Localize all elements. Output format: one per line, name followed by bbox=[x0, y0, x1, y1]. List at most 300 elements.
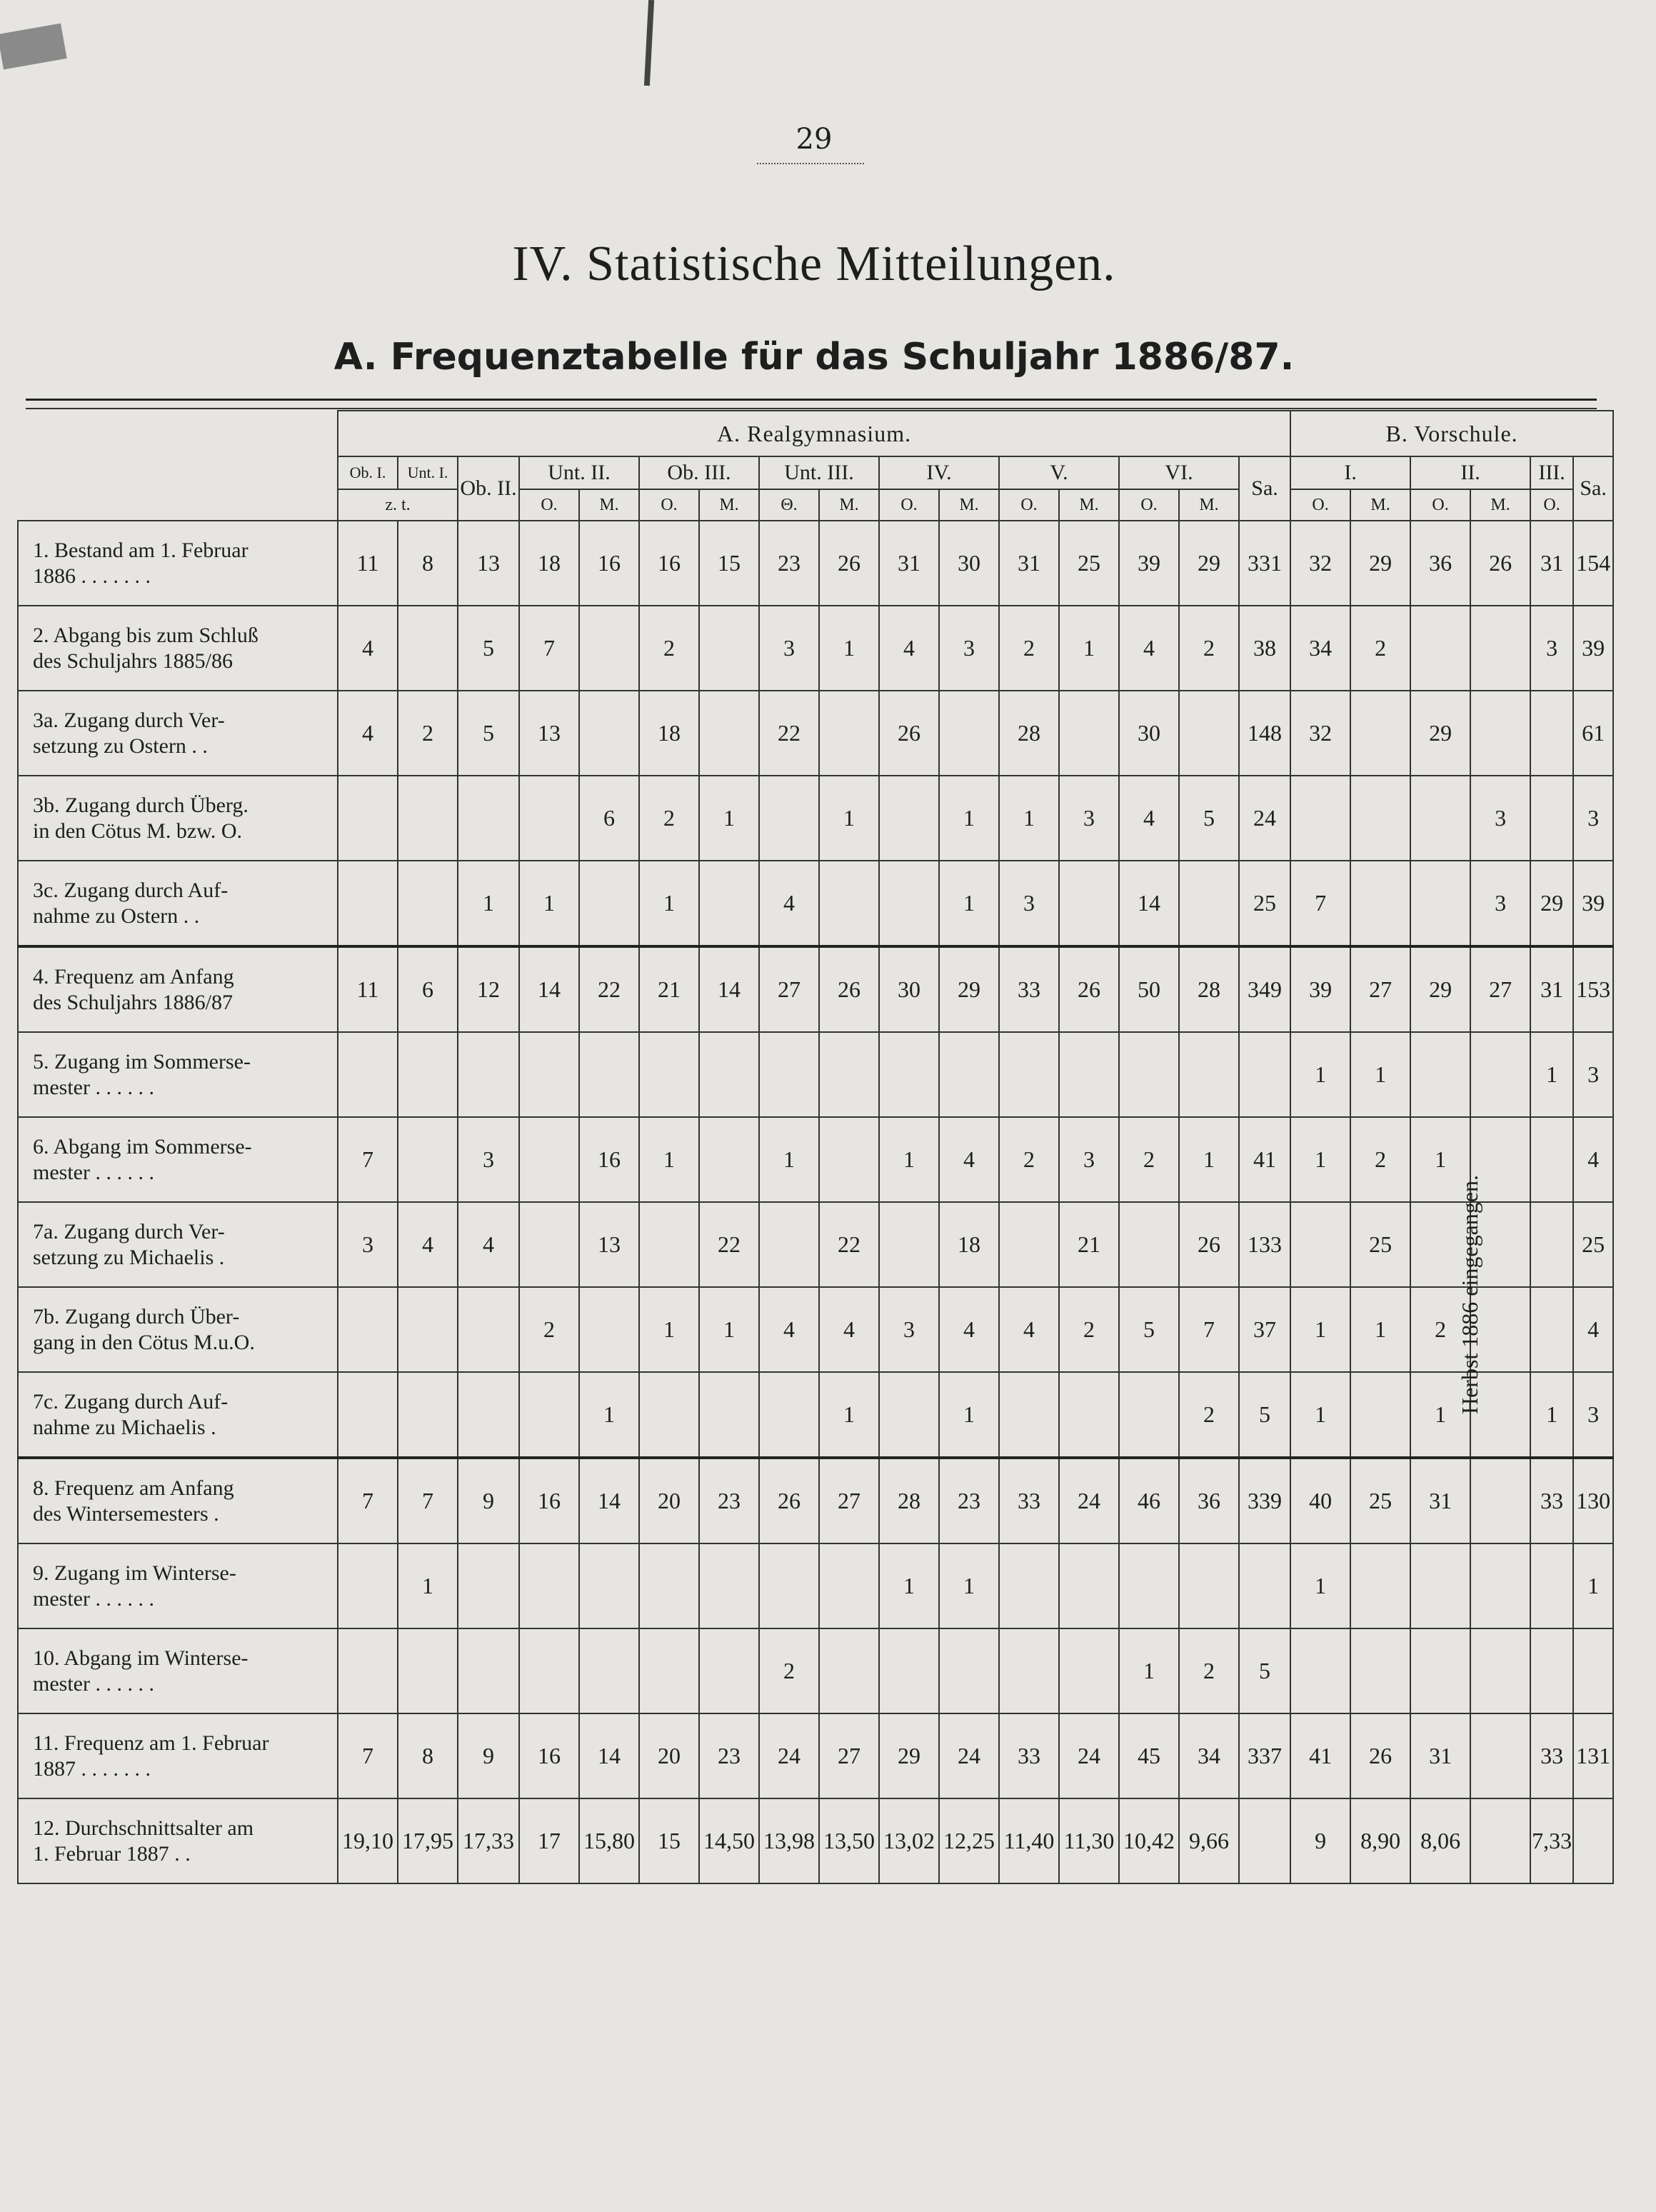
table-cell: 27 bbox=[819, 1458, 879, 1543]
table-cell bbox=[879, 1372, 939, 1458]
table-cell bbox=[579, 1287, 639, 1372]
row-label bbox=[18, 691, 338, 776]
table-cell: 30 bbox=[939, 521, 999, 606]
table-cell: 7 bbox=[398, 1458, 458, 1543]
table-cell: 38 bbox=[1239, 606, 1290, 691]
table-cell bbox=[519, 1372, 579, 1458]
table-cell: 2 bbox=[1410, 1287, 1470, 1372]
row-label-line-1: 8. Frequenz am Anfang bbox=[33, 1476, 234, 1500]
row-label bbox=[18, 1798, 338, 1883]
table-cell: 1 bbox=[1119, 1628, 1179, 1713]
table-cell: 1 bbox=[398, 1543, 458, 1628]
table-cell: 4 bbox=[458, 1202, 519, 1287]
table-cell: 7 bbox=[338, 1713, 398, 1798]
table-cell: 31 bbox=[1530, 946, 1573, 1032]
table-cell: 4 bbox=[939, 1287, 999, 1372]
table-cell: 12,25 bbox=[939, 1798, 999, 1883]
table-cell: 19,10 bbox=[338, 1798, 398, 1883]
table-cell: 9 bbox=[1290, 1798, 1350, 1883]
table-cell bbox=[458, 776, 519, 861]
class-vi: VI. bbox=[1119, 456, 1239, 489]
table-cell bbox=[519, 1032, 579, 1117]
table-cell: 1 bbox=[1350, 1032, 1410, 1117]
page-number: 29 bbox=[796, 123, 833, 156]
table-cell bbox=[1530, 776, 1573, 861]
table-cell: 7 bbox=[338, 1117, 398, 1202]
table-cell: 32 bbox=[1290, 691, 1350, 776]
table-cell: 1 bbox=[1290, 1117, 1350, 1202]
table-cell: 13,50 bbox=[819, 1798, 879, 1883]
sub-m: M. bbox=[579, 489, 639, 521]
table-cell: 3 bbox=[999, 861, 1059, 946]
table-cell: 3 bbox=[338, 1202, 398, 1287]
table-cell: 5 bbox=[458, 691, 519, 776]
table-cell bbox=[1179, 861, 1239, 946]
table-cell: 16 bbox=[519, 1713, 579, 1798]
class-ob-iii: Ob. III. bbox=[639, 456, 759, 489]
table-cell: 39 bbox=[1290, 946, 1350, 1032]
table-cell: 15 bbox=[699, 521, 759, 606]
table-cell: 29 bbox=[1179, 521, 1239, 606]
table-cell: 1 bbox=[1573, 1543, 1613, 1628]
table-row bbox=[18, 1117, 1613, 1202]
table-cell bbox=[1239, 1543, 1290, 1628]
row-label-header bbox=[18, 411, 338, 521]
table-cell bbox=[1410, 606, 1470, 691]
row-label-line-1: 10. Abgang im Winterse- bbox=[33, 1646, 249, 1670]
table-cell: 21 bbox=[1059, 1202, 1119, 1287]
table-row bbox=[18, 1202, 1613, 1287]
table-cell: 1 bbox=[579, 1372, 639, 1458]
row-label-line-2: 1886 . . . . . . . bbox=[33, 564, 151, 588]
table-cell bbox=[338, 861, 398, 946]
table-cell: 9 bbox=[458, 1458, 519, 1543]
table-cell: 7 bbox=[1290, 861, 1350, 946]
table-cell bbox=[999, 1543, 1059, 1628]
table-cell: 4 bbox=[759, 1287, 819, 1372]
table-cell bbox=[1290, 1628, 1350, 1713]
table-cell: 28 bbox=[1179, 946, 1239, 1032]
table-cell: 8,90 bbox=[1350, 1798, 1410, 1883]
sub-m: M. bbox=[1059, 489, 1119, 521]
table-cell: 3 bbox=[1470, 861, 1530, 946]
table-cell: 2 bbox=[1179, 606, 1239, 691]
table-cell: 6 bbox=[398, 946, 458, 1032]
table-cell: 11 bbox=[338, 521, 398, 606]
table-cell: 17 bbox=[519, 1798, 579, 1883]
table-cell: 25 bbox=[1059, 521, 1119, 606]
table-body bbox=[18, 411, 1613, 521]
row-label-line-2: mester . . . . . . bbox=[33, 1075, 154, 1099]
table-cell bbox=[519, 1628, 579, 1713]
table-cell: 33 bbox=[999, 946, 1059, 1032]
table-cell: 10,42 bbox=[1119, 1798, 1179, 1883]
table-cell: 1 bbox=[1059, 606, 1119, 691]
sub-zt: z. t. bbox=[338, 489, 458, 521]
table-cell bbox=[939, 1032, 999, 1117]
table-row bbox=[18, 946, 1613, 1032]
table-cell: 9 bbox=[458, 1713, 519, 1798]
table-cell: 3 bbox=[1573, 776, 1613, 861]
table-cell: 1 bbox=[879, 1543, 939, 1628]
table-cell: 4 bbox=[398, 1202, 458, 1287]
table-cell: 22 bbox=[579, 946, 639, 1032]
table-cell: 14 bbox=[579, 1713, 639, 1798]
table-cell: 3 bbox=[1530, 606, 1573, 691]
table-cell: 1 bbox=[458, 861, 519, 946]
row-label-line-2: 1. Februar 1887 . . bbox=[33, 1841, 191, 1866]
table-cell bbox=[519, 1543, 579, 1628]
row-label-line-1: 2. Abgang bis zum Schluß bbox=[33, 623, 259, 647]
table-cell bbox=[1530, 1628, 1573, 1713]
table-cell: 130 bbox=[1573, 1458, 1613, 1543]
table-cell bbox=[639, 1032, 699, 1117]
table-cell: 337 bbox=[1239, 1713, 1290, 1798]
row-label bbox=[18, 1713, 338, 1798]
table-cell bbox=[1119, 1032, 1179, 1117]
table-cell bbox=[879, 1202, 939, 1287]
table-cell bbox=[579, 861, 639, 946]
table-cell bbox=[338, 776, 398, 861]
table-cell: 27 bbox=[1350, 946, 1410, 1032]
table-cell: 20 bbox=[639, 1713, 699, 1798]
table-cell: 3 bbox=[1059, 776, 1119, 861]
table-cell: 31 bbox=[999, 521, 1059, 606]
table-cell bbox=[1290, 776, 1350, 861]
table-cell: 29 bbox=[1530, 861, 1573, 946]
table-cell: 1 bbox=[819, 1372, 879, 1458]
table-cell: 39 bbox=[1573, 606, 1613, 691]
table-cell bbox=[999, 1032, 1059, 1117]
table-cell: 13 bbox=[579, 1202, 639, 1287]
table-cell: 46 bbox=[1119, 1458, 1179, 1543]
table-cell: 4 bbox=[338, 606, 398, 691]
table-cell: 1 bbox=[639, 1117, 699, 1202]
table-cell: 1 bbox=[999, 776, 1059, 861]
table-cell: 1 bbox=[879, 1117, 939, 1202]
table-cell: 16 bbox=[579, 1117, 639, 1202]
page-corner-fold bbox=[0, 24, 67, 70]
table-cell: 33 bbox=[999, 1458, 1059, 1543]
table-cell: 2 bbox=[1119, 1117, 1179, 1202]
class-sum: Sa. bbox=[1239, 456, 1290, 521]
table-cell bbox=[759, 1543, 819, 1628]
table-cell: 3 bbox=[1059, 1117, 1119, 1202]
table-row bbox=[18, 1458, 1613, 1543]
table-cell: 1 bbox=[519, 861, 579, 946]
class-unt-iii: Unt. III. bbox=[759, 456, 879, 489]
table-cell: 7 bbox=[519, 606, 579, 691]
table-cell bbox=[1470, 606, 1530, 691]
table-cell bbox=[458, 1372, 519, 1458]
table-cell bbox=[999, 1202, 1059, 1287]
table-cell: 39 bbox=[1119, 521, 1179, 606]
table-cell: 26 bbox=[819, 946, 879, 1032]
table-cell bbox=[1530, 1543, 1573, 1628]
table-cell bbox=[1179, 1032, 1239, 1117]
table-cell bbox=[398, 776, 458, 861]
table-cell: 22 bbox=[759, 691, 819, 776]
table-cell: 1 bbox=[939, 1543, 999, 1628]
row-label-line-1: 9. Zugang im Winterse- bbox=[33, 1561, 236, 1585]
table-cell: 12 bbox=[458, 946, 519, 1032]
table-cell: 33 bbox=[999, 1713, 1059, 1798]
row-label-line-2: in den Cötus M. bzw. O. bbox=[33, 819, 243, 843]
table-row bbox=[18, 1287, 1613, 1372]
table-cell bbox=[879, 1032, 939, 1117]
row-label bbox=[18, 1117, 338, 1202]
table-cell bbox=[699, 606, 759, 691]
table-cell: 26 bbox=[1350, 1713, 1410, 1798]
table-cell bbox=[639, 1543, 699, 1628]
sub-o: O. bbox=[879, 489, 939, 521]
table-cell: 1 bbox=[819, 776, 879, 861]
table-cell: 15,80 bbox=[579, 1798, 639, 1883]
sub-o: O. bbox=[519, 489, 579, 521]
group-header-row bbox=[18, 411, 1613, 456]
table-cell: 18 bbox=[519, 521, 579, 606]
table-cell: 2 bbox=[1059, 1287, 1119, 1372]
table-cell bbox=[699, 1628, 759, 1713]
row-label-line-1: 5. Zugang im Sommerse- bbox=[33, 1049, 251, 1074]
row-label bbox=[18, 946, 338, 1032]
table-cell: 1 bbox=[1290, 1287, 1350, 1372]
table-cell: 1 bbox=[1290, 1032, 1350, 1117]
table-cell: 2 bbox=[1350, 1117, 1410, 1202]
table-cell: 16 bbox=[639, 521, 699, 606]
table-cell: 16 bbox=[519, 1458, 579, 1543]
table-cell bbox=[819, 691, 879, 776]
table-cell: 11,30 bbox=[1059, 1798, 1119, 1883]
table-cell bbox=[1290, 1202, 1350, 1287]
table-cell bbox=[1470, 1713, 1530, 1798]
sub-o: O. bbox=[1119, 489, 1179, 521]
table-cell bbox=[699, 861, 759, 946]
table-cell: 27 bbox=[819, 1713, 879, 1798]
table-cell bbox=[1059, 1628, 1119, 1713]
row-label-line-1: 7b. Zugang durch Über- bbox=[33, 1304, 240, 1328]
table-row bbox=[18, 1372, 1613, 1458]
table-cell: 32 bbox=[1290, 521, 1350, 606]
table-cell bbox=[1530, 1202, 1573, 1287]
sub-m: M. bbox=[1470, 489, 1530, 521]
table-cell: 33 bbox=[1530, 1458, 1573, 1543]
sub-m: M. bbox=[939, 489, 999, 521]
table-cell: 30 bbox=[879, 946, 939, 1032]
page-number-rule bbox=[757, 163, 864, 164]
table-cell: 4 bbox=[759, 861, 819, 946]
row-label bbox=[18, 521, 338, 606]
table-cell: 5 bbox=[1119, 1287, 1179, 1372]
table-cell: 4 bbox=[879, 606, 939, 691]
table-cell: 29 bbox=[939, 946, 999, 1032]
table-cell: 14 bbox=[579, 1458, 639, 1543]
table-cell: 5 bbox=[458, 606, 519, 691]
table-cell bbox=[579, 691, 639, 776]
table-cell bbox=[999, 1628, 1059, 1713]
table-cell: 26 bbox=[819, 521, 879, 606]
table-cell bbox=[1350, 776, 1410, 861]
table-cell: 4 bbox=[338, 691, 398, 776]
table-cell: 1 bbox=[639, 861, 699, 946]
table-cell: 4 bbox=[1573, 1117, 1613, 1202]
table-cell: 28 bbox=[879, 1458, 939, 1543]
table-cell bbox=[398, 1628, 458, 1713]
table-cell: 1 bbox=[699, 776, 759, 861]
table-cell: 1 bbox=[1530, 1372, 1573, 1458]
table-cell bbox=[338, 1543, 398, 1628]
table-cell bbox=[879, 1628, 939, 1713]
table-cell: 1 bbox=[1410, 1117, 1470, 1202]
table-cell: 27 bbox=[759, 946, 819, 1032]
table-cell bbox=[1119, 1543, 1179, 1628]
table-cell: 27 bbox=[1470, 946, 1530, 1032]
table-cell: 26 bbox=[1179, 1202, 1239, 1287]
table-cell: 2 bbox=[1179, 1372, 1239, 1458]
table-cell: 7 bbox=[338, 1458, 398, 1543]
table-cell: 14 bbox=[519, 946, 579, 1032]
row-label-line-2: des Schuljahrs 1885/86 bbox=[33, 649, 233, 673]
table-cell bbox=[1350, 1543, 1410, 1628]
table-cell bbox=[1239, 1798, 1290, 1883]
table-cell: 24 bbox=[1239, 776, 1290, 861]
table-cell: 7,33 bbox=[1530, 1798, 1573, 1883]
row-label-line-1: 7a. Zugang durch Ver- bbox=[33, 1219, 225, 1243]
class-vs-i: I. bbox=[1290, 456, 1410, 489]
table-row bbox=[18, 861, 1613, 946]
table-row bbox=[18, 521, 1613, 606]
table-cell bbox=[1410, 861, 1470, 946]
table-cell: 21 bbox=[639, 946, 699, 1032]
sub-o: O. bbox=[1290, 489, 1350, 521]
table-cell bbox=[1059, 1543, 1119, 1628]
table-cell bbox=[759, 1372, 819, 1458]
table-cell bbox=[1410, 776, 1470, 861]
table-cell: 4 bbox=[999, 1287, 1059, 1372]
table-cell bbox=[398, 861, 458, 946]
table-cell: 26 bbox=[1470, 521, 1530, 606]
table-cell: 41 bbox=[1290, 1713, 1350, 1798]
table-cell bbox=[579, 1543, 639, 1628]
table-cell: 1 bbox=[759, 1117, 819, 1202]
row-label-line-1: 6. Abgang im Sommerse- bbox=[33, 1134, 252, 1158]
row-label-line-2: setzung zu Michaelis . bbox=[33, 1245, 225, 1269]
table-cell: 37 bbox=[1239, 1287, 1290, 1372]
table-cell bbox=[1573, 1628, 1613, 1713]
table-cell: 29 bbox=[1350, 521, 1410, 606]
table-row bbox=[18, 1032, 1613, 1117]
table-cell: 22 bbox=[819, 1202, 879, 1287]
table-cell: 1 bbox=[1179, 1117, 1239, 1202]
table-cell: 18 bbox=[939, 1202, 999, 1287]
table-cell bbox=[819, 1543, 879, 1628]
table-cell bbox=[519, 1202, 579, 1287]
sub-m: M. bbox=[1350, 489, 1410, 521]
row-label-line-1: 3b. Zugang durch Überg. bbox=[33, 793, 249, 817]
table-row bbox=[18, 776, 1613, 861]
table-cell: 25 bbox=[1350, 1202, 1410, 1287]
table-cell: 2 bbox=[639, 776, 699, 861]
table-cell bbox=[699, 691, 759, 776]
table-cell: 2 bbox=[999, 606, 1059, 691]
table-cell bbox=[338, 1287, 398, 1372]
table-cell bbox=[759, 1032, 819, 1117]
table-cell bbox=[879, 776, 939, 861]
table-cell: 11,40 bbox=[999, 1798, 1059, 1883]
table-cell bbox=[1179, 691, 1239, 776]
table-cell: 1 bbox=[939, 776, 999, 861]
table-cell: 5 bbox=[1239, 1628, 1290, 1713]
table-cell: 18 bbox=[639, 691, 699, 776]
group-vorschule: B. Vorschule. bbox=[1290, 411, 1613, 456]
sub-m: M. bbox=[699, 489, 759, 521]
row-label-line-2: nahme zu Michaelis . bbox=[33, 1415, 216, 1439]
table-cell: 31 bbox=[1410, 1713, 1470, 1798]
table-cell: 31 bbox=[1410, 1458, 1470, 1543]
table-cell: 40 bbox=[1290, 1458, 1350, 1543]
table-cell: 349 bbox=[1239, 946, 1290, 1032]
sub-m: M. bbox=[819, 489, 879, 521]
row-label-line-1: 7c. Zugang durch Auf- bbox=[33, 1389, 229, 1413]
sub-o: O. bbox=[1530, 489, 1573, 521]
row-label-line-1: 1. Bestand am 1. Februar bbox=[33, 538, 249, 562]
table-cell: 17,33 bbox=[458, 1798, 519, 1883]
table-cell bbox=[699, 1117, 759, 1202]
table-cell: 2 bbox=[759, 1628, 819, 1713]
table-cell: 23 bbox=[939, 1458, 999, 1543]
table-cell: 36 bbox=[1410, 521, 1470, 606]
table-cell bbox=[519, 1117, 579, 1202]
table-cell: 33 bbox=[1530, 1713, 1573, 1798]
sub-o: O. bbox=[999, 489, 1059, 521]
table-cell bbox=[398, 1032, 458, 1117]
table-row bbox=[18, 1713, 1613, 1798]
table-cell: 7 bbox=[1179, 1287, 1239, 1372]
table-cell: 3 bbox=[879, 1287, 939, 1372]
table-cell: 3 bbox=[1573, 1032, 1613, 1117]
group-realgymnasium: A. Realgymnasium. bbox=[338, 411, 1290, 456]
table-cell bbox=[699, 1543, 759, 1628]
table-cell: 3 bbox=[1470, 776, 1530, 861]
table-cell: 1 bbox=[1530, 1032, 1573, 1117]
table-cell: 31 bbox=[1530, 521, 1573, 606]
table-cell bbox=[1059, 691, 1119, 776]
table-cell bbox=[1530, 1287, 1573, 1372]
table-cell bbox=[579, 1628, 639, 1713]
table-cell bbox=[1470, 1032, 1530, 1117]
table-cell: 9,66 bbox=[1179, 1798, 1239, 1883]
table-cell bbox=[1059, 861, 1119, 946]
table-cell bbox=[1410, 1628, 1470, 1713]
table-cell: 25 bbox=[1350, 1458, 1410, 1543]
table-cell bbox=[1350, 1628, 1410, 1713]
table-cell: 5 bbox=[1179, 776, 1239, 861]
table-cell bbox=[759, 1202, 819, 1287]
row-label bbox=[18, 1202, 338, 1287]
table-cell: 2 bbox=[1350, 606, 1410, 691]
table-cell: 8,06 bbox=[1410, 1798, 1470, 1883]
table-cell: 8 bbox=[398, 1713, 458, 1798]
table-cell bbox=[819, 861, 879, 946]
class-vs-iii: III. bbox=[1530, 456, 1573, 489]
table-cell: 2 bbox=[519, 1287, 579, 1372]
table-cell: 1 bbox=[1410, 1372, 1470, 1458]
table-cell bbox=[939, 691, 999, 776]
row-label-line-2: mester . . . . . . bbox=[33, 1160, 154, 1184]
table-cell bbox=[398, 1372, 458, 1458]
class-unt-ii: Unt. II. bbox=[519, 456, 639, 489]
table-cell: 17,95 bbox=[398, 1798, 458, 1883]
